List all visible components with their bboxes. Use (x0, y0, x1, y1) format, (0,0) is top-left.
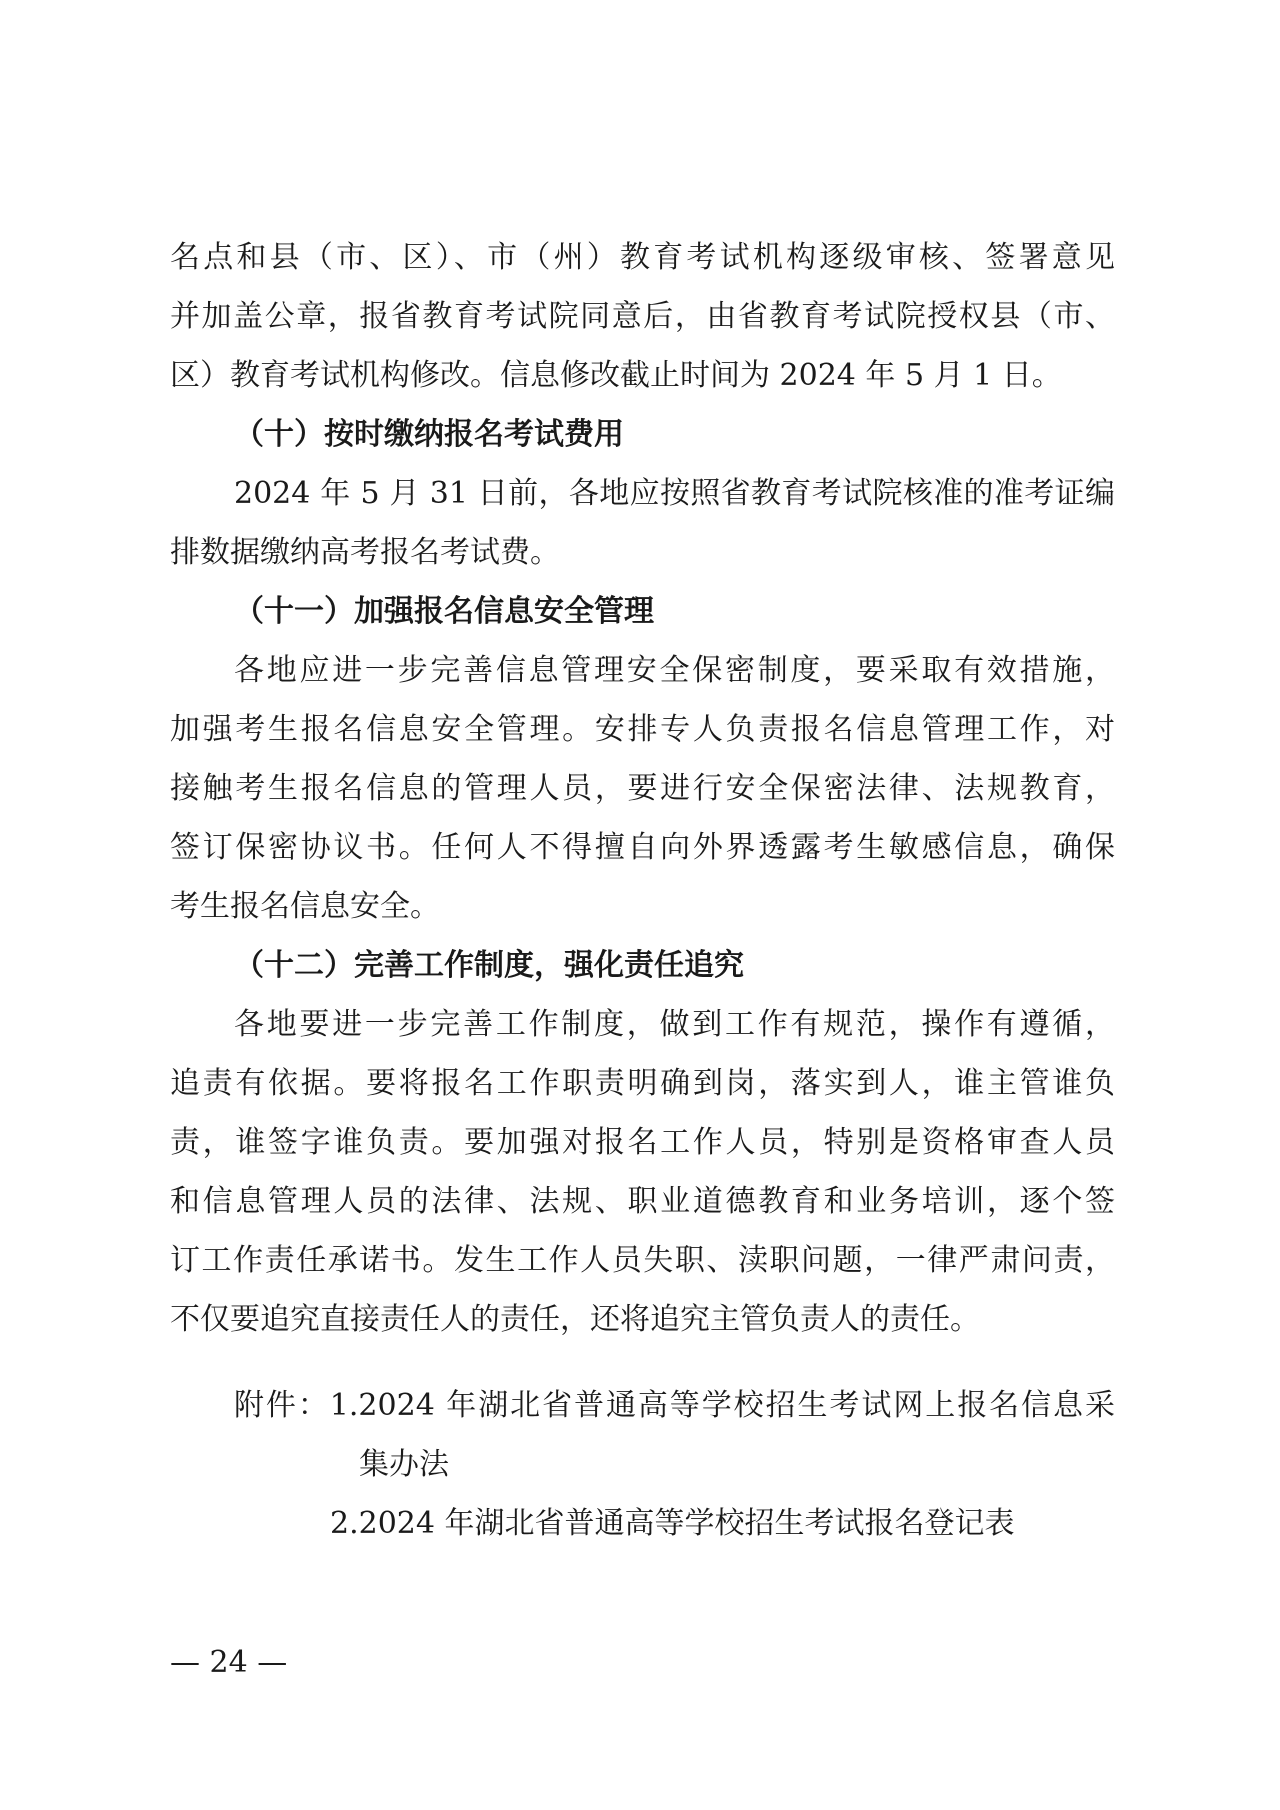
body-line: 不仅要追究直接责任人的责任，还将追究主管负责人的责任。 (170, 1302, 980, 1337)
page-number: — 24 — (170, 1645, 288, 1680)
body-line: 接触考生报名信息的管理人员，要进行安全保密法律、法规教育， (170, 771, 1115, 806)
attachment-item-1-cont: 集办法 (359, 1447, 449, 1482)
body-line: 名点和县（市、区）、市（州）教育考试机构逐级审核、签署意见 (170, 240, 1115, 275)
section-heading-12: （十二）完善工作制度，强化责任追究 (234, 948, 744, 983)
body-line: 订工作责任承诺书。发生工作人员失职、渎职问题，一律严肃问责， (170, 1243, 1115, 1278)
section-heading-11: （十一）加强报名信息安全管理 (234, 594, 654, 629)
body-line: 考生报名信息安全。 (170, 889, 440, 924)
body-line: 各地要进一步完善工作制度，做到工作有规范，操作有遵循， (234, 1007, 1115, 1042)
body-line: 追责有依据。要将报名工作职责明确到岗，落实到人，谁主管谁负 (170, 1066, 1115, 1101)
body-line: 排数据缴纳高考报名考试费。 (170, 535, 560, 570)
attachment-item-1: 附件：1.2024 年湖北省普通高等学校招生考试网上报名信息采 (234, 1388, 1115, 1423)
attachment-item-2: 2.2024 年湖北省普通高等学校招生考试报名登记表 (330, 1506, 1015, 1541)
section-heading-10: （十）按时缴纳报名考试费用 (234, 417, 624, 452)
body-line: 签订保密协议书。任何人不得擅自向外界透露考生敏感信息，确保 (170, 830, 1115, 865)
body-line: 区）教育考试机构修改。信息修改截止时间为 2024 年 5 月 1 日。 (170, 358, 1062, 393)
body-line: 各地应进一步完善信息管理安全保密制度，要采取有效措施， (234, 653, 1115, 688)
body-line: 责，谁签字谁负责。要加强对报名工作人员，特别是资格审查人员 (170, 1125, 1115, 1160)
body-line: 加强考生报名信息安全管理。安排专人负责报名信息管理工作，对 (170, 712, 1115, 747)
body-line: 和信息管理人员的法律、法规、职业道德教育和业务培训，逐个签 (170, 1184, 1115, 1219)
body-line: 2024 年 5 月 31 日前，各地应按照省教育考试院核准的准考证编 (234, 476, 1115, 511)
body-line: 并加盖公章，报省教育考试院同意后，由省教育考试院授权县（市、 (170, 299, 1115, 334)
